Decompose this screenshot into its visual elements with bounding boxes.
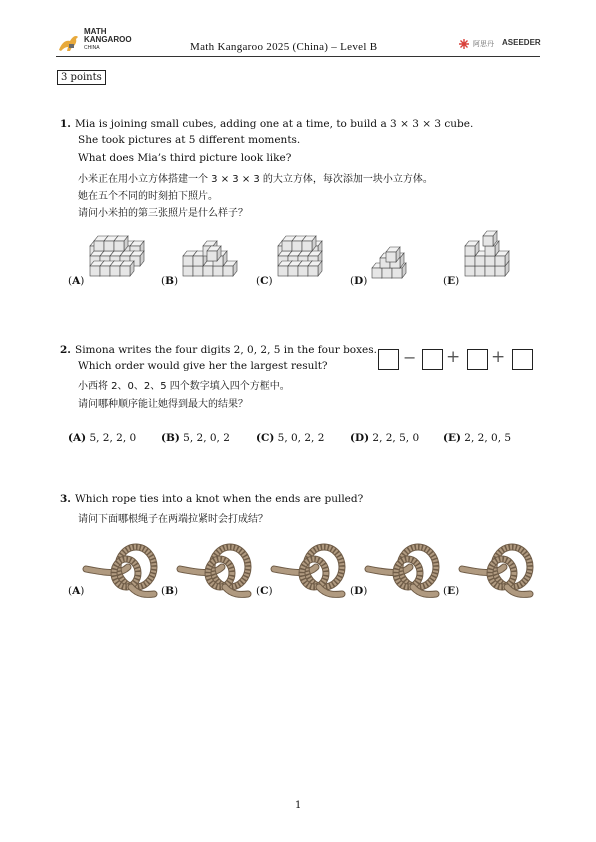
logo-line-1: MATH [84, 27, 107, 36]
q1-text-en-2: She took pictures at 5 different moments. [78, 134, 301, 146]
q1-option-e[interactable]: (E) [443, 275, 460, 287]
q3-option-d-rope [368, 547, 436, 594]
q2-option-e[interactable] [443, 432, 511, 444]
q2-option-a-label: (A) [68, 432, 87, 444]
q3-option-e[interactable]: (E) [443, 585, 460, 597]
q2-text-en-2: Which order would give her the largest result? [78, 360, 328, 372]
q2-operator-1: − [403, 348, 417, 367]
page-number: 1 [295, 800, 302, 811]
math-kangaroo-logo [56, 28, 136, 54]
q2-box-2 [422, 349, 443, 370]
q2-option-c-label: (C) [256, 432, 275, 444]
q2-operator-2: + [446, 347, 461, 367]
q1-option-d[interactable]: (D) [350, 275, 368, 287]
q2-option-d-value: 2, 2, 5, 0 [372, 432, 420, 444]
q1-option-b-figure [183, 241, 237, 276]
q3-text-en-1: Which rope ties into a knot when the ends are pulled? [75, 493, 364, 505]
q3-text-cn-1: 请问下面哪根绳子在两端拉紧时会打成结？ [78, 514, 268, 525]
q2-box-1 [378, 349, 399, 370]
q2-option-d-label: (D) [350, 432, 370, 444]
points-box: 3 points [57, 70, 106, 85]
kangaroo-logo-icon [56, 30, 84, 54]
q3-rope-figures [60, 535, 540, 605]
page-header-title: Math Kangaroo 2025 (China) – Level B [190, 41, 378, 53]
q2-box-4 [512, 349, 533, 370]
q3-option-b-rope [180, 547, 248, 594]
q2-option-e-label: (E) [443, 432, 461, 444]
q1-number: 1. [60, 118, 71, 130]
q2-option-a[interactable] [68, 432, 136, 444]
q2-text-en-1: Simona writes the four digits 2, 0, 2, 5 in the four boxes. [75, 344, 377, 356]
q2-option-b-value: 5, 2, 0, 2 [183, 432, 230, 444]
q2-text-cn-2: 请问哪种顺序能让她得到最大的结果？ [78, 399, 248, 410]
q3-option-c-rope [274, 547, 342, 594]
logo-line-2: KANGAROO [84, 35, 132, 44]
q1-option-c-figure [278, 236, 322, 276]
q2-number: 2. [60, 344, 71, 356]
partner-cn-name: 阿思丹 [473, 40, 494, 48]
q3-option-b[interactable]: (B) [161, 585, 179, 597]
q1-text-cn-2: 她在五个不同的时刻拍下照片。 [78, 191, 218, 202]
q2-option-b-label: (B) [161, 432, 180, 444]
partner-name: ASEEDER [502, 38, 541, 47]
header-rule [56, 56, 540, 57]
logo-text [84, 28, 132, 52]
q2-option-c[interactable] [256, 432, 324, 444]
q1-option-c[interactable]: (C) [256, 275, 273, 287]
q1-cube-figures [60, 230, 540, 290]
q3-number: 3. [60, 493, 71, 505]
q3-option-d[interactable]: (D) [350, 585, 368, 597]
q2-operator-3: + [491, 347, 506, 367]
q1-text-cn-1: 小米正在用小立方体搭建一个 3 × 3 × 3 的大立方体，每次添加一块小立方体。 [78, 174, 433, 185]
q1-option-d-figure [372, 247, 406, 278]
q2-option-d[interactable] [350, 432, 419, 444]
q2-text-cn-1: 小西将 2、0、2、5 四个数字填入四个方框中。 [78, 381, 290, 392]
q1-option-b[interactable]: (B) [161, 275, 179, 287]
q1-option-a-figure [90, 236, 144, 276]
q3-option-e-rope [462, 547, 530, 594]
q3-option-a[interactable]: (A) [68, 585, 85, 597]
aseeder-logo [458, 38, 548, 52]
q2-option-b[interactable] [161, 432, 230, 444]
q1-text-en-1: Mia is joining small cubes, adding one at a time, to build a 3 × 3 × 3 cube. [75, 118, 474, 130]
logo-line-3: CHINA [84, 45, 100, 51]
q2-option-e-value: 2, 2, 0, 5 [464, 432, 512, 444]
q2-option-a-value: 5, 2, 2, 0 [89, 432, 137, 444]
q2-box-expression [378, 349, 538, 371]
q2-box-3 [467, 349, 488, 370]
q1-text-cn-3: 请问小米拍的第三张照片是什么样子？ [78, 208, 248, 219]
q3-option-a-rope [86, 547, 154, 594]
q1-text-en-3: What does Mia’s third picture look like? [78, 152, 292, 164]
q2-option-c-value: 5, 0, 2, 2 [277, 432, 325, 444]
aseeder-logo-icon [458, 38, 470, 50]
q3-option-c[interactable]: (C) [256, 585, 273, 597]
q1-option-e-figure [465, 231, 509, 276]
q1-option-a[interactable]: (A) [68, 275, 85, 287]
